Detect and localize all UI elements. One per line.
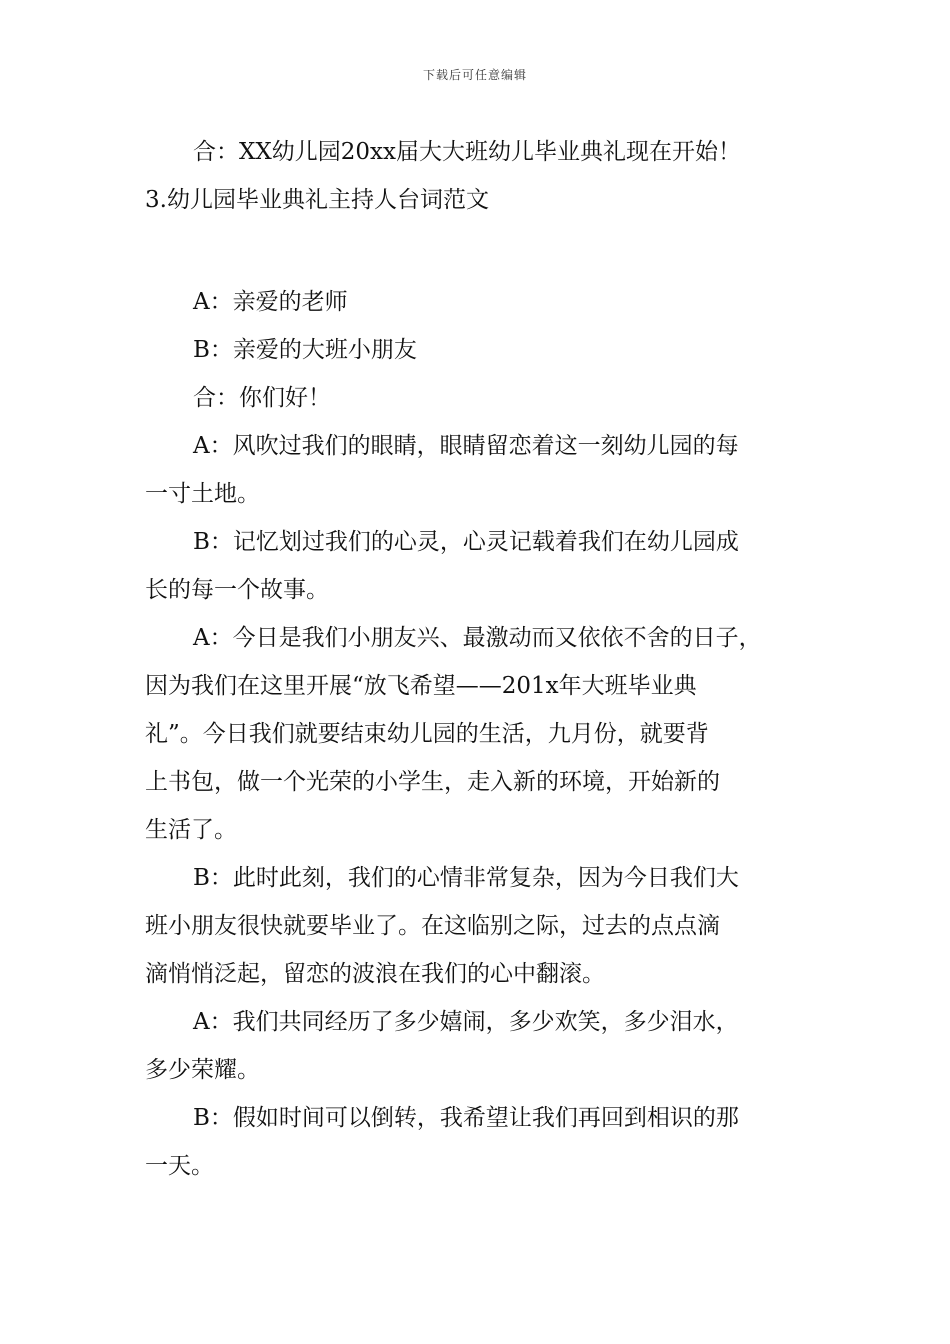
text-line: 多少荣耀。 — [145, 1057, 260, 1083]
text-line: A：亲爱的老师 — [193, 289, 348, 315]
text-line: B：记忆划过我们的心灵，心灵记载着我们在幼儿园成 — [193, 529, 739, 555]
text-line: B：此时此刻，我们的心情非常复杂，因为今日我们大 — [193, 865, 739, 891]
text-line: 生活了。 — [145, 817, 237, 843]
text-line: 长的每一个故事。 — [145, 577, 329, 603]
text-line: 因为我们在这里开展“放飞希望——201x年大班毕业典 — [145, 673, 697, 699]
text-line: 一寸土地。 — [145, 481, 260, 507]
text-line: 滴悄悄泛起，留恋的波浪在我们的心中翻滚。 — [145, 961, 605, 987]
paragraph-gap — [145, 224, 815, 278]
text-line: B：亲爱的大班小朋友 — [193, 337, 417, 363]
text-line: 一天。 — [145, 1153, 214, 1179]
section-heading: 3.幼儿园毕业典礼主持人台词范文 — [145, 187, 489, 213]
text-line: A：今日是我们小朋友兴、最激动而又依依不舍的日子， — [193, 625, 762, 651]
document-body — [145, 128, 815, 1190]
text-line: 合：你们好！ — [193, 385, 331, 411]
text-line: 班小朋友很快就要毕业了。在这临别之际，过去的点点滴 — [145, 913, 720, 939]
page-header: 下载后可任意编辑 — [422, 68, 527, 82]
text-line: 礼”。今日我们就要结束幼儿园的生活，九月份，就要背 — [145, 721, 709, 747]
text-line: 上书包，做一个光荣的小学生，走入新的环境，开始新的 — [145, 769, 720, 795]
text-line: A：风吹过我们的眼睛，眼睛留恋着这一刻幼儿园的每 — [193, 433, 739, 459]
text-line: B：假如时间可以倒转，我希望让我们再回到相识的那 — [193, 1105, 739, 1131]
text-line: A：我们共同经历了多少嬉闹，多少欢笑，多少泪水， — [193, 1009, 739, 1035]
text-line: 合：XX幼儿园20xx届大大班幼儿毕业典礼现在开始！ — [193, 139, 741, 165]
